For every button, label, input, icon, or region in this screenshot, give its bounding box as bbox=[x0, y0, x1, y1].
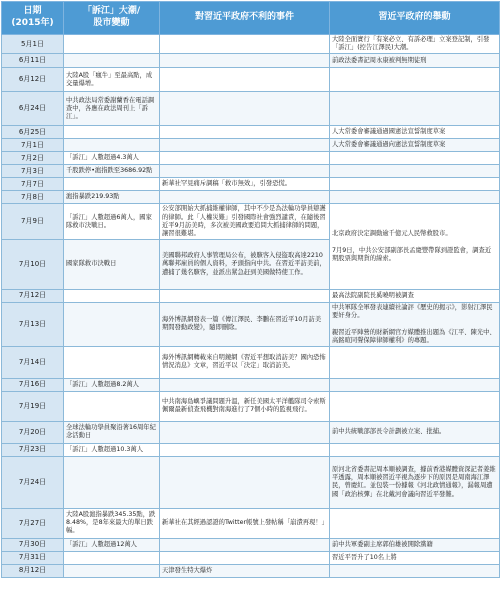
table-row bbox=[2, 191, 500, 204]
header-date bbox=[2, 2, 64, 35]
market-cell: 千股跌停•滬指跌至3686.92點 bbox=[64, 165, 160, 178]
event-cell: 中共南海島嶼爭議問題升溫，新任美國太平洋艦隊司令索斯佩爾最新偵查飛機對南海進行了7個小時的監視飛行。 bbox=[160, 391, 330, 421]
market-cell: 大陸A股滬指暴跌345.35點，跌8.48%，是8年來最大的單日跌幅。 bbox=[64, 508, 160, 538]
market-cell bbox=[64, 564, 160, 577]
date-cell: 7月20日 bbox=[2, 421, 64, 443]
date-cell: 7月13日 bbox=[2, 303, 64, 347]
date-cell: 7月24日 bbox=[2, 456, 64, 508]
header-changes-label: 習近平政府的舉動 bbox=[378, 12, 451, 23]
timeline-table bbox=[1, 1, 500, 578]
change-cell bbox=[330, 346, 500, 378]
date-cell: 6月24日 bbox=[2, 92, 64, 126]
market-cell: 「訴江」人數超過12萬人 bbox=[64, 538, 160, 551]
change-cell: 人大常委會審議通過國憲法宣誓制度草案 bbox=[330, 126, 500, 139]
event-cell: 海外博訊網轉載來自明鏡網《習近平想取消訪美？國內恐怖情況消息》文章，習近平以「決定」取消訪美。 bbox=[160, 346, 330, 378]
table-row bbox=[2, 139, 500, 152]
event-cell: 天津發生特大爆炸 bbox=[160, 564, 330, 577]
event-cell bbox=[160, 126, 330, 139]
header-market-label: 「訴江」大潮/ 股市變動 bbox=[82, 6, 141, 28]
event-cell bbox=[160, 152, 330, 165]
event-cell bbox=[160, 68, 330, 92]
change-cell bbox=[330, 191, 500, 204]
date-cell: 7月16日 bbox=[2, 378, 64, 391]
market-cell: 「訴江」人數超過8.2萬人 bbox=[64, 378, 160, 391]
market-cell: 「訴江」人數超過6萬人，國家隊救市決戰日。 bbox=[64, 204, 160, 240]
event-cell bbox=[160, 538, 330, 551]
change-cell: 前中共統戰部部長令計劃被立案、批捕。 bbox=[330, 421, 500, 443]
table-row bbox=[2, 378, 500, 391]
event-cell bbox=[160, 421, 330, 443]
market-cell bbox=[64, 54, 160, 68]
event-cell: 海外博訊網發表一篇《傳江澤民、李鵬在習近平10月訪美期間發動政變》，隨即刪除。 bbox=[160, 303, 330, 347]
change-cell: 最高法院副院長奚曉明被調查 bbox=[330, 290, 500, 303]
market-cell bbox=[64, 303, 160, 347]
table-row bbox=[2, 126, 500, 139]
date-cell: 7月19日 bbox=[2, 391, 64, 421]
table-row bbox=[2, 290, 500, 303]
change-cell: 中共軍隊全軍發表連續社論評《歷史的揭示》，影射江澤民要奸身分。 親習近平陣營的財新網官方媒體推出題為《江平、陳光中、高銘暄同聲保障律師權利》的專題。 bbox=[330, 303, 500, 347]
date-cell: 7月3日 bbox=[2, 165, 64, 178]
table-row bbox=[2, 54, 500, 68]
table-row bbox=[2, 92, 500, 126]
event-cell bbox=[160, 35, 330, 54]
event-cell: 新華社在其經過認證的Twitter帳號上發帖稱「崩潰再現！」 bbox=[160, 508, 330, 538]
table-row bbox=[2, 303, 500, 347]
date-cell: 5月1日 bbox=[2, 35, 64, 54]
header-row bbox=[2, 2, 500, 35]
header-events bbox=[160, 2, 330, 35]
change-cell: 前政法委書記周永康被判無期徒刑 bbox=[330, 54, 500, 68]
change-cell bbox=[330, 564, 500, 577]
table-row bbox=[2, 204, 500, 240]
event-cell bbox=[160, 191, 330, 204]
change-cell bbox=[330, 152, 500, 165]
date-cell: 7月12日 bbox=[2, 290, 64, 303]
event-cell: 新華社罕見痛斥調稿「救市無效」，引發恐慌。 bbox=[160, 178, 330, 191]
date-cell: 7月9日 bbox=[2, 204, 64, 240]
change-cell: 人大常委會審議通過向憲法宣誓制度草案 bbox=[330, 139, 500, 152]
change-cell bbox=[330, 378, 500, 391]
table-row bbox=[2, 421, 500, 443]
table-row bbox=[2, 68, 500, 92]
change-cell bbox=[330, 68, 500, 92]
change-cell bbox=[330, 92, 500, 126]
table-row bbox=[2, 551, 500, 564]
market-cell bbox=[64, 391, 160, 421]
change-cell bbox=[330, 391, 500, 421]
event-cell bbox=[160, 456, 330, 508]
change-cell: 大陸全面實行「有案必立、有訴必理」立案登記制，引發「訴江」(控告江澤民)大潮。 bbox=[330, 35, 500, 54]
table-row bbox=[2, 538, 500, 551]
market-cell bbox=[64, 126, 160, 139]
event-cell: 美國聯邦政府人事管理局公布，被駭客入侵盜取高達2210萬聯邦雇員的個人資料，矛頭指向中共。在習近平訪美前，遭捕了幾名駭客，並派出紧急赶到美國做特使工作。 bbox=[160, 240, 330, 290]
date-cell: 7月8日 bbox=[2, 191, 64, 204]
table-row bbox=[2, 391, 500, 421]
date-cell: 6月11日 bbox=[2, 54, 64, 68]
market-cell: 大陸A股「瘋牛」至最高點，成交量爆增。 bbox=[64, 68, 160, 92]
market-cell: 全球法輪功學員聚沿著16周年紀念活動日 bbox=[64, 421, 160, 443]
date-cell: 7月10日 bbox=[2, 240, 64, 290]
event-cell bbox=[160, 139, 330, 152]
market-cell bbox=[64, 290, 160, 303]
header-events-label: 對習近平政府不利的事件 bbox=[194, 12, 294, 23]
table-row bbox=[2, 443, 500, 456]
date-cell: 6月25日 bbox=[2, 126, 64, 139]
event-cell bbox=[160, 54, 330, 68]
date-cell: 7月14日 bbox=[2, 346, 64, 378]
change-cell bbox=[330, 178, 500, 191]
date-cell: 7月2日 bbox=[2, 152, 64, 165]
change-cell: 北京政府決定調動逾千億元人民幣救股市。 7月9日，中共公安部副部長孟慶豐帶隊到證監會，調查近期股票與期貨的線索。 bbox=[330, 204, 500, 290]
change-cell bbox=[330, 443, 500, 456]
date-cell: 7月30日 bbox=[2, 538, 64, 551]
table-row bbox=[2, 165, 500, 178]
market-cell: 國家隊救市決戰日 bbox=[64, 240, 160, 290]
header-date-label: 日期 (2015年) bbox=[11, 6, 54, 28]
date-cell: 7月27日 bbox=[2, 508, 64, 538]
date-cell: 7月1日 bbox=[2, 139, 64, 152]
change-cell bbox=[330, 165, 500, 178]
date-cell: 6月12日 bbox=[2, 68, 64, 92]
market-cell: 滬指暴跌219.93點 bbox=[64, 191, 160, 204]
date-cell: 8月12日 bbox=[2, 564, 64, 577]
event-cell bbox=[160, 443, 330, 456]
event-cell bbox=[160, 92, 330, 126]
table-row bbox=[2, 456, 500, 508]
date-cell: 7月23日 bbox=[2, 443, 64, 456]
market-cell: 「訴江」人數超過10.3萬人 bbox=[64, 443, 160, 456]
market-cell: 「訴江」人數超過4.3萬人 bbox=[64, 152, 160, 165]
market-cell bbox=[64, 178, 160, 191]
market-cell bbox=[64, 346, 160, 378]
market-cell bbox=[64, 456, 160, 508]
table-row bbox=[2, 35, 500, 54]
market-cell bbox=[64, 139, 160, 152]
event-cell: 公安部開始大抓捕維權律師，其中不少是為法輪功學員辯護的律師。此「人權災難」引發國際社會強烈譴責，在隨後習近平9月訪美時，多次被美國政要追問大抓捕律師的問題，讓習很難堪。 bbox=[160, 204, 330, 240]
change-cell: 習近平晉升了10名上將 bbox=[330, 551, 500, 564]
timeline-body bbox=[2, 35, 500, 578]
table-row bbox=[2, 508, 500, 538]
change-cell bbox=[330, 508, 500, 538]
table-row bbox=[2, 564, 500, 577]
date-cell: 7月31日 bbox=[2, 551, 64, 564]
event-cell bbox=[160, 378, 330, 391]
table-row bbox=[2, 346, 500, 378]
change-cell: 前中共軍委副主席郭伯雄被開除黨籍 bbox=[330, 538, 500, 551]
table-row bbox=[2, 152, 500, 165]
event-cell bbox=[160, 165, 330, 178]
change-cell: 原河北省委書記周本順被調查，據前香港媒體資深記者姜維平透露，周本順被習近平視為逐步下的原因是周南海江澤民，曾慶紅。並包裝一份據報《河北政情通報》，漏報周遭國「政治核彈」在北戴河會議向習近平發難。 bbox=[330, 456, 500, 508]
header-market bbox=[64, 2, 160, 35]
market-cell bbox=[64, 551, 160, 564]
header-changes bbox=[330, 2, 500, 35]
event-cell bbox=[160, 551, 330, 564]
table-row bbox=[2, 178, 500, 191]
market-cell: 中共政法局常委謝蘭香在電話調查中，各應在政法周刊上「訴江」。 bbox=[64, 92, 160, 126]
date-cell: 7月7日 bbox=[2, 178, 64, 191]
market-cell bbox=[64, 35, 160, 54]
event-cell bbox=[160, 290, 330, 303]
